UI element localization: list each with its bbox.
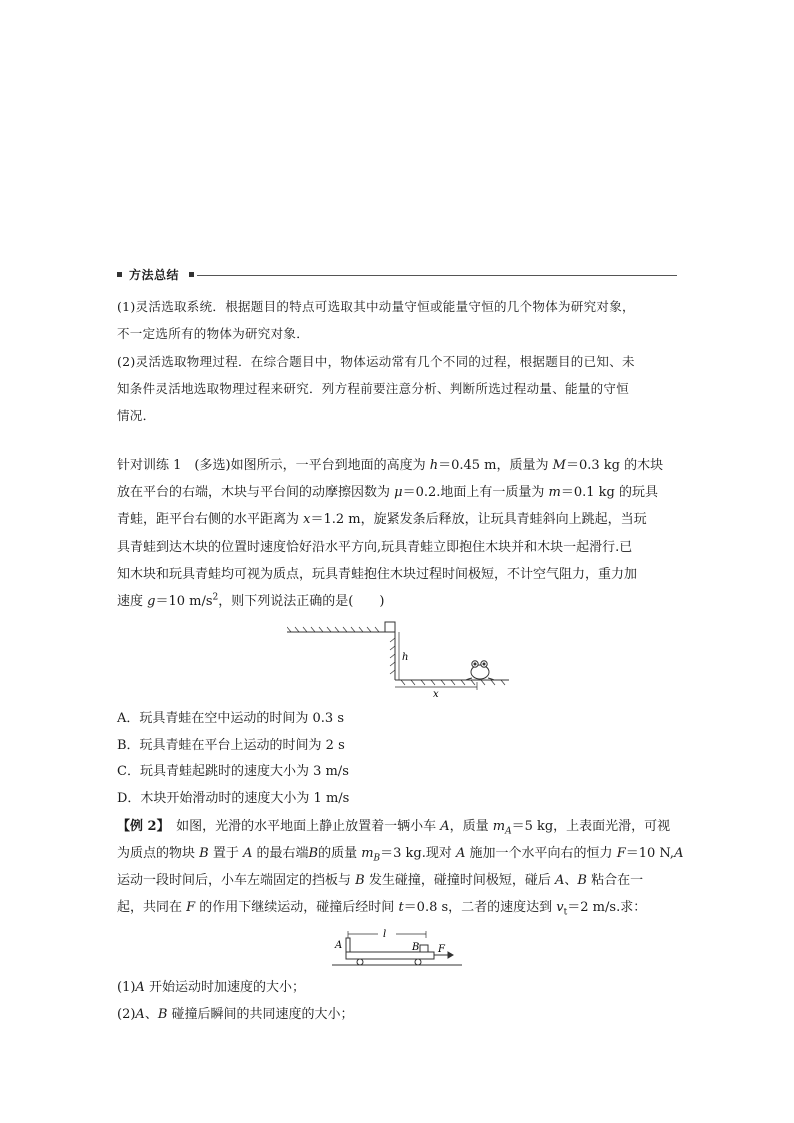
fig-label-A: A — [335, 940, 343, 951]
text: 如图所示，一平台到地面的高度为 — [230, 458, 430, 473]
var-x: x — [303, 512, 311, 527]
var-F: F — [186, 900, 196, 915]
fig-label-F: F — [438, 944, 445, 955]
text: ＝2 m/s.求： — [567, 900, 647, 915]
text: 置于 — [208, 846, 243, 861]
text: 粘合在一 — [586, 873, 644, 888]
subscript-B: B — [373, 853, 381, 864]
var-A: A — [242, 846, 253, 861]
frog-icon — [466, 661, 494, 680]
text: 如图，光滑的水平地面上静止放置着一辆小车 — [163, 819, 441, 834]
method-line-5: 情况． — [117, 408, 156, 423]
subscript-A: A — [505, 826, 512, 837]
text: ＝10 N, — [625, 846, 675, 861]
text: 起，共同在 — [117, 900, 187, 915]
method-line-1: (1)灵活选取系统．根据题目的特点可选取其中动量守恒或能量守恒的几个物体为研究对象， — [117, 299, 635, 314]
example2-tag: 【例 2】 — [117, 819, 164, 834]
var-B: B — [577, 873, 587, 888]
fig-label-x: x — [433, 689, 439, 700]
method-summary-title: 方法总结 — [129, 268, 180, 282]
var-M: M — [552, 458, 566, 473]
var-F: F — [616, 846, 626, 861]
text: ，则下列说法正确的是( ) — [218, 594, 385, 609]
method-line-2: 不一定选所有的物体为研究对象． — [117, 326, 310, 341]
text: ＝0.45 m，质量为 — [438, 458, 553, 473]
text: 碰撞后瞬间的共同速度的大小； — [167, 1007, 354, 1022]
text: ＝0.8 s，二者的速度达到 — [403, 900, 557, 915]
exercise1-line-2 — [117, 485, 658, 501]
var-A: A — [135, 1007, 145, 1022]
var-B: B — [157, 1007, 168, 1022]
text: (2) — [117, 1007, 136, 1022]
var-A: A — [440, 819, 450, 834]
var-t: t — [398, 900, 404, 915]
var-A: A — [554, 873, 565, 888]
var-B: B — [355, 873, 365, 888]
choice-c: C．玩具青蛙起跳时的速度大小为 3 m/s — [117, 764, 349, 779]
var-v: v — [556, 900, 564, 915]
text: ＝0.3 kg 的木块 — [565, 458, 664, 473]
text: 运动一段时间后，小车左端固定的挡板与 — [117, 873, 356, 888]
text: ，质量 — [449, 819, 493, 834]
fig-label-B: B — [412, 942, 420, 953]
var-mu: μ — [394, 485, 403, 500]
var-A: A — [135, 980, 145, 995]
text: ＝0.1 kg 的玩具 — [560, 485, 659, 500]
exercise1-line-5: 知木块和玩具青蛙均可视为质点，玩具青蛙抱住木块过程时间极短，不计空气阻力，重力加 — [117, 567, 638, 582]
text: 、 — [144, 1007, 158, 1022]
text: ＝10 m/s — [155, 594, 213, 609]
var-g: g — [147, 594, 156, 609]
square-bullet-icon — [117, 272, 122, 277]
example2-line-1 — [117, 819, 670, 835]
choice-d: D．木块开始滑动时的速度大小为 1 m/s — [117, 791, 350, 806]
question-1 — [117, 980, 305, 996]
question-2 — [117, 1007, 354, 1023]
var-h: h — [429, 458, 439, 473]
method-line-4: 知条件灵活地选取物理过程来研究．列方程前要注意分析、判断所选过程动量、能量的守恒 — [117, 381, 630, 396]
text: ＝0.2.地面上有一质量为 — [402, 485, 549, 500]
subscript-t: t — [563, 907, 568, 918]
var-B: B — [308, 846, 319, 861]
text: 青蛙，距平台右侧的水平距离为 — [117, 512, 304, 527]
var-m: m — [548, 485, 561, 500]
fig-label-h: h — [402, 652, 409, 663]
example2-line-2 — [117, 846, 683, 862]
text: 速度 — [117, 594, 148, 609]
text: ＝1.2 m，旋紧发条后释放，让玩具青蛙斜向上跳起，当玩 — [310, 512, 647, 527]
text: ＝5 kg，上表面光滑，可视 — [511, 819, 671, 834]
text: 开始运动时加速度的大小； — [144, 980, 305, 995]
example2-line-4 — [117, 900, 646, 916]
superscript: 2 — [212, 592, 219, 603]
var-m: m — [361, 846, 374, 861]
text: (1) — [117, 980, 136, 995]
var-A: A — [456, 846, 466, 861]
exercise1-line-3 — [117, 512, 647, 528]
text: 放在平台的右端，木块与平台间的动摩擦因数为 — [117, 485, 395, 500]
square-bullet-icon — [189, 272, 194, 277]
platform-frog-figure — [287, 620, 512, 700]
exercise1-label: 针对训练 1 (多选) — [117, 458, 231, 473]
text: 为质点的物块 — [117, 846, 200, 861]
text: 的质量 — [318, 846, 362, 861]
var-B: B — [199, 846, 209, 861]
text: 的作用下继续运动，碰撞后经时间 — [195, 900, 399, 915]
fig-label-l: l — [383, 929, 387, 940]
text: 的最右端 — [252, 846, 309, 861]
text: 、 — [564, 873, 578, 888]
example2-line-3 — [117, 873, 643, 889]
choice-b: B．玩具青蛙在平台上运动的时间为 2 s — [117, 738, 345, 753]
var-A: A — [674, 846, 684, 861]
exercise1-line-1 — [117, 458, 663, 474]
text: ＝3 kg.现对 — [380, 846, 457, 861]
choice-a: A．玩具青蛙在空中运动的时间为 0.3 s — [117, 711, 344, 726]
cart-block-figure — [330, 928, 465, 968]
exercise1-line-4: 具青蛙到达木块的位置时速度恰好沿水平方向,玩具青蛙立即抱住木块并和木块一起滑行.已 — [117, 540, 633, 555]
var-m: m — [492, 819, 506, 834]
method-summary-header — [117, 266, 677, 284]
method-line-3: (2)灵活选取物理过程．在综合题目中，物体运动常有几个不同的过程，根据题目的已知、未 — [117, 354, 635, 369]
text: 发生碰撞，碰撞时间极短，碰后 — [364, 873, 555, 888]
exercise1-line-6 — [117, 594, 384, 610]
text: 施加一个水平向右的恒力 — [465, 846, 617, 861]
header-rule — [197, 275, 677, 276]
